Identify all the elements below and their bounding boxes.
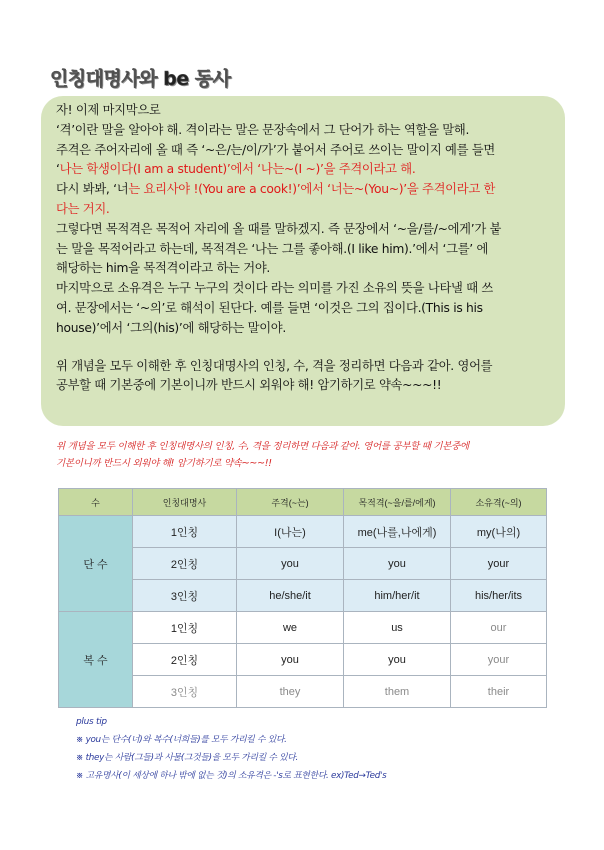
handwritten-line: 기본이니까 반드시 외워야 해! 암기하기로 약속~~~!! <box>56 458 272 469</box>
pronoun-table <box>58 488 547 708</box>
header-number: 수 <box>59 489 133 516</box>
table-cell: he/she/it <box>237 580 344 612</box>
header-person: 인칭대명사 <box>133 489 237 516</box>
header-objective: 목적격(~을/를/에게) <box>344 489 451 516</box>
box-line: 공부할 때 기본중에 기본이니까 반드시 외워야 해! 암기하기로 약속~~~!! <box>56 378 442 393</box>
tip-item: ※ 고유명사(이 세상에 하나 밖에 없는 것)의 소유격은 -'s로 표현한다. ex)Ted→Ted's <box>76 771 387 781</box>
table-cell: we <box>237 612 344 644</box>
tip-item: ※ you는 단수(너)와 복수(너희들)를 모두 가리킬 수 있다. <box>76 735 287 745</box>
box-line: 그렇다면 목적격은 목적어 자리에 올 때를 말하겠지. 즉 문장에서 ‘~을/를/~에게’가 붙 <box>56 221 502 236</box>
handwritten-line: 위 개념을 모두 이해한 후 인칭대명사의 인칭, 수, 격을 정리하면 다음과 같아. 영어를 공부할 때 기본중에 <box>56 441 469 452</box>
plural-label: 복 수 <box>59 612 133 708</box>
table-cell: 3인칭 <box>133 580 237 612</box>
table-cell: 2인칭 <box>133 644 237 676</box>
box-line: ‘격’이란 말을 알아야 해. 격이라는 말은 문장속에서 그 단어가 하는 역할을 말해. <box>56 122 470 137</box>
table-cell: us <box>344 612 451 644</box>
box-line: 여. 문장에서는 ‘~의’로 해석이 된단다. 예를 들면 ‘이것은 그의 집이다.(This is his <box>56 300 483 315</box>
box-line: house)’에서 ‘그의(his)’에 해당하는 말이야. <box>56 320 286 335</box>
table-cell: me(나를,나에게) <box>344 516 451 548</box>
table-cell: our <box>451 612 547 644</box>
table-cell: 2인칭 <box>133 548 237 580</box>
example-highlight: 는 요리사야 !(You are a cook!)’에서 ‘너는~(You~)’을 주격이라고 한 <box>128 182 496 197</box>
table-row <box>59 516 547 548</box>
plus-tips <box>76 713 556 785</box>
table-header-row <box>59 489 547 516</box>
table-cell: 3인칭 <box>133 676 237 708</box>
table-row <box>59 612 547 644</box>
box-line <box>56 160 556 180</box>
box-line: 는 말을 목적어라고 하는데, 목적격은 ‘나는 그를 좋아해.(I like him).’에서 ‘그를’ 에 <box>56 241 489 256</box>
table-cell: they <box>237 676 344 708</box>
explanation-text <box>56 101 556 396</box>
table-cell: his/her/its <box>451 580 547 612</box>
box-line: 다는 거지. <box>56 201 110 216</box>
table-cell: their <box>451 676 547 708</box>
box-line: 해당하는 him을 목적격이라고 하는 거야. <box>56 261 271 276</box>
box-text: 다시 봐봐, ‘너 <box>56 182 129 197</box>
table-cell: him/her/it <box>344 580 451 612</box>
table-cell: them <box>344 676 451 708</box>
header-possessive: 소유격(~의) <box>451 489 547 516</box>
table-cell: you <box>344 548 451 580</box>
page-title: 인칭대명사와 be 동사 <box>50 68 231 90</box>
tips-heading: plus tip <box>76 717 107 727</box>
table-row <box>59 548 547 580</box>
handwritten-note <box>56 438 576 472</box>
table-cell: your <box>451 548 547 580</box>
tip-item: ※ they는 사람(그들)과 사물(그것들)을 모두 가리킬 수 있다. <box>76 753 298 763</box>
table-cell: 1인칭 <box>133 516 237 548</box>
table-row <box>59 580 547 612</box>
example-highlight: 나는 학생이다(I am a student)’에서 ‘나는~(I ~)’을 주격이라고 해. <box>59 162 416 177</box>
table-cell: you <box>237 548 344 580</box>
table-cell: your <box>451 644 547 676</box>
singular-label: 단 수 <box>59 516 133 612</box>
box-line: 주격은 주어자리에 올 때 즉 ‘~은/는/이/가’가 붙어서 주어로 쓰이는 말이지 예를 들면 <box>56 142 495 157</box>
box-line: 위 개념을 모두 이해한 후 인칭대명사의 인칭, 수, 격을 정리하면 다음과 같아. 영어를 <box>56 358 493 373</box>
table-cell: 1인칭 <box>133 612 237 644</box>
table-cell: my(나의) <box>451 516 547 548</box>
table-cell: I(나는) <box>237 516 344 548</box>
table-row <box>59 676 547 708</box>
box-line: 마지막으로 소유격은 누구 누구의 것이다 라는 의미를 가진 소유의 뜻을 나타낼 때 쓰 <box>56 281 493 296</box>
box-text: ‘ <box>56 162 60 177</box>
table-cell: you <box>237 644 344 676</box>
box-line: 자! 이제 마지막으로 <box>56 103 161 117</box>
table-row <box>59 644 547 676</box>
table-cell: you <box>344 644 451 676</box>
box-line <box>56 180 556 200</box>
header-subjective: 주격(~는) <box>237 489 344 516</box>
